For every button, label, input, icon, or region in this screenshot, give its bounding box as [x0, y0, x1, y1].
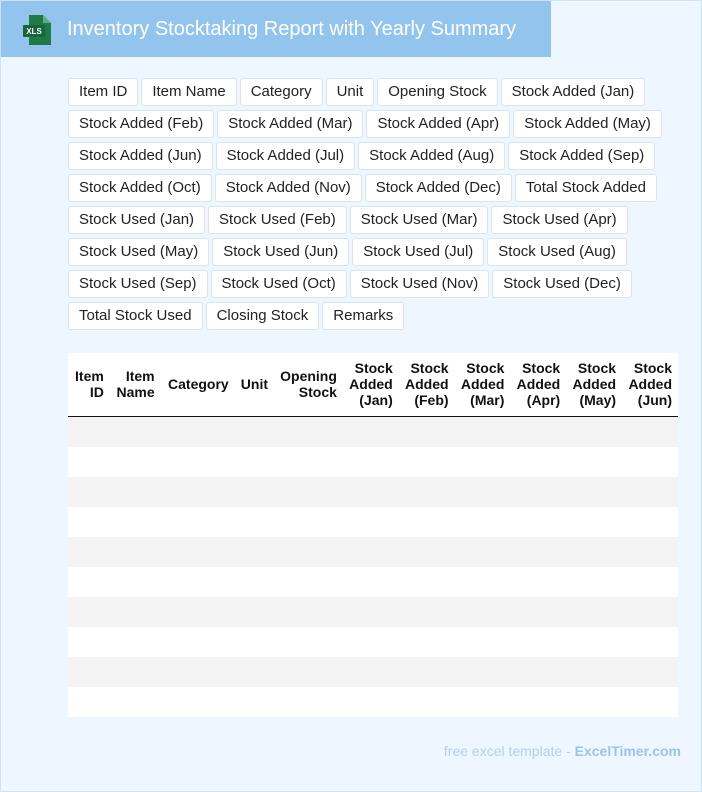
table-cell[interactable]: [235, 537, 274, 567]
table-cell[interactable]: [455, 416, 511, 447]
table-cell[interactable]: [274, 537, 343, 567]
table-cell[interactable]: [274, 597, 343, 627]
table-cell[interactable]: [399, 447, 455, 477]
column-chip[interactable]: Stock Added (Apr): [366, 110, 510, 138]
table-row: [68, 477, 678, 507]
table-row: [68, 627, 678, 657]
table-cell[interactable]: [235, 657, 274, 687]
table-cell[interactable]: [235, 567, 274, 597]
table-cell[interactable]: [161, 416, 235, 447]
table-cell[interactable]: [235, 477, 274, 507]
column-chip[interactable]: Stock Used (Mar): [350, 206, 489, 234]
column-header[interactable]: [566, 353, 622, 416]
column-header-line: (Apr): [526, 392, 561, 409]
page-title: Inventory Stocktaking Report with Yearly Summary: [67, 18, 517, 40]
table-header-row: [68, 353, 678, 416]
column-header[interactable]: [68, 353, 110, 416]
table-row: [68, 657, 678, 687]
column-header-line: (Mar): [470, 392, 505, 409]
table-cell[interactable]: [622, 537, 678, 567]
table-cell[interactable]: [566, 447, 622, 477]
column-chip[interactable]: Stock Used (Aug): [487, 238, 627, 266]
footer-brand-link[interactable]: ExcelTimer.com: [574, 743, 681, 759]
table-cell[interactable]: [161, 447, 235, 477]
table-cell[interactable]: [455, 627, 511, 657]
column-chip[interactable]: Closing Stock: [206, 302, 320, 330]
column-header-line: Unit: [240, 376, 268, 393]
table-cell[interactable]: [510, 597, 566, 627]
column-header-line: (May): [579, 392, 617, 409]
column-chip[interactable]: Total Stock Added: [515, 174, 657, 202]
table-cell[interactable]: [399, 627, 455, 657]
column-header-line: Stock: [410, 360, 449, 377]
table-cell[interactable]: [566, 537, 622, 567]
table-cell[interactable]: [622, 687, 678, 717]
table-cell[interactable]: [622, 627, 678, 657]
table-cell[interactable]: [566, 477, 622, 507]
column-chip[interactable]: Stock Used (Nov): [350, 270, 490, 298]
table-cell[interactable]: [622, 567, 678, 597]
table-cell[interactable]: [622, 507, 678, 537]
column-header-line: Stock: [633, 360, 672, 377]
table-cell[interactable]: [343, 477, 399, 507]
table-cell[interactable]: [161, 567, 235, 597]
table-cell[interactable]: [343, 507, 399, 537]
column-header[interactable]: [235, 353, 274, 416]
table-cell[interactable]: [455, 477, 511, 507]
column-header[interactable]: [622, 353, 678, 416]
column-chip[interactable]: Stock Used (Feb): [208, 206, 347, 234]
table-cell[interactable]: [68, 687, 110, 717]
table-cell[interactable]: [161, 537, 235, 567]
table-cell[interactable]: [235, 597, 274, 627]
table-cell[interactable]: [510, 567, 566, 597]
table-cell[interactable]: [566, 416, 622, 447]
column-chip-list: [68, 78, 668, 330]
table-row: [68, 416, 678, 447]
table-cell[interactable]: [68, 567, 110, 597]
inventory-table: [68, 353, 678, 717]
column-chip[interactable]: Stock Used (Jul): [352, 238, 484, 266]
column-chip[interactable]: Stock Added (Jan): [501, 78, 646, 106]
column-header-line: Stock: [522, 360, 561, 377]
table-cell[interactable]: [399, 416, 455, 447]
column-header-line: Name: [116, 384, 155, 401]
column-chip[interactable]: Stock Used (May): [68, 238, 209, 266]
column-chip[interactable]: Stock Used (Sep): [68, 270, 208, 298]
column-chip[interactable]: Stock Added (Mar): [217, 110, 363, 138]
table-cell[interactable]: [110, 657, 161, 687]
column-header-line: (Feb): [414, 392, 449, 409]
column-chip[interactable]: Stock Added (Jun): [68, 142, 213, 170]
table-cell[interactable]: [399, 537, 455, 567]
table-row: [68, 597, 678, 627]
table-cell[interactable]: [566, 687, 622, 717]
column-chip[interactable]: Stock Used (Dec): [492, 270, 632, 298]
excel-file-icon: [23, 15, 51, 45]
table-cell[interactable]: [399, 657, 455, 687]
table-cell[interactable]: [274, 477, 343, 507]
table-cell[interactable]: [343, 627, 399, 657]
table-cell[interactable]: [566, 507, 622, 537]
column-header-line: Opening: [280, 368, 337, 385]
column-header-line: (Jan): [359, 392, 393, 409]
table-cell[interactable]: [510, 477, 566, 507]
table-cell[interactable]: [274, 657, 343, 687]
column-header[interactable]: [161, 353, 235, 416]
footer-credit: [444, 743, 681, 759]
table-cell[interactable]: [566, 597, 622, 627]
column-header[interactable]: [110, 353, 161, 416]
table-cell[interactable]: [110, 447, 161, 477]
table-cell[interactable]: [68, 657, 110, 687]
column-header-line: Added: [460, 376, 505, 393]
column-header-line: Category: [168, 376, 229, 393]
table-cell[interactable]: [110, 507, 161, 537]
table-cell[interactable]: [68, 447, 110, 477]
column-header-line: Stock: [577, 360, 617, 377]
table-cell[interactable]: [235, 627, 274, 657]
column-chip[interactable]: Stock Used (Oct): [211, 270, 347, 298]
table-cell[interactable]: [274, 416, 343, 447]
table-cell[interactable]: [110, 597, 161, 627]
column-header-line: Added: [628, 376, 672, 393]
column-chip[interactable]: Unit: [326, 78, 375, 106]
table-cell[interactable]: [343, 567, 399, 597]
table-cell[interactable]: [399, 597, 455, 627]
table-cell[interactable]: [110, 627, 161, 657]
table-cell[interactable]: [68, 416, 110, 447]
column-header-line: Added: [405, 376, 449, 393]
table-cell[interactable]: [566, 627, 622, 657]
table-cell[interactable]: [161, 507, 235, 537]
column-chip[interactable]: Stock Added (Aug): [358, 142, 505, 170]
table-cell[interactable]: [68, 507, 110, 537]
table-cell[interactable]: [622, 657, 678, 687]
table-row: [68, 507, 678, 537]
column-chip[interactable]: Stock Added (Nov): [215, 174, 362, 202]
table-cell[interactable]: [235, 507, 274, 537]
column-header-line: Added: [349, 376, 393, 393]
table-cell[interactable]: [510, 537, 566, 567]
table-cell[interactable]: [455, 447, 511, 477]
column-chip[interactable]: Item ID: [68, 78, 138, 106]
table-cell[interactable]: [110, 537, 161, 567]
table-cell[interactable]: [68, 597, 110, 627]
header-banner: [1, 1, 551, 57]
table-cell[interactable]: [399, 567, 455, 597]
excel-file-icon-label: XLS: [26, 27, 42, 36]
column-header-line: Item: [125, 368, 155, 385]
table-cell[interactable]: [510, 416, 566, 447]
table-cell[interactable]: [235, 687, 274, 717]
column-chip[interactable]: Total Stock Used: [68, 302, 203, 330]
column-chip[interactable]: Stock Added (May): [513, 110, 662, 138]
column-chip[interactable]: Category: [240, 78, 323, 106]
column-header[interactable]: [510, 353, 566, 416]
table-cell[interactable]: [274, 507, 343, 537]
table-cell[interactable]: [161, 477, 235, 507]
table-cell[interactable]: [566, 657, 622, 687]
table-cell[interactable]: [161, 657, 235, 687]
table-row: [68, 567, 678, 597]
column-header-line: Added: [572, 376, 617, 393]
table-cell[interactable]: [110, 687, 161, 717]
table-cell[interactable]: [235, 447, 274, 477]
table-cell[interactable]: [274, 627, 343, 657]
table-cell[interactable]: [343, 416, 399, 447]
column-header-line: (Jun): [637, 392, 672, 409]
table-cell[interactable]: [622, 477, 678, 507]
column-header[interactable]: [455, 353, 511, 416]
column-chip[interactable]: Stock Added (Jul): [216, 142, 356, 170]
column-header-line: Stock: [466, 360, 505, 377]
table-cell[interactable]: [235, 416, 274, 447]
table-cell[interactable]: [110, 567, 161, 597]
table-cell[interactable]: [622, 416, 678, 447]
table-cell[interactable]: [510, 507, 566, 537]
table-cell[interactable]: [455, 687, 511, 717]
table-cell[interactable]: [110, 416, 161, 447]
table-cell[interactable]: [510, 687, 566, 717]
column-chip[interactable]: Remarks: [322, 302, 404, 330]
column-header-line: ID: [89, 384, 104, 401]
table-cell[interactable]: [455, 507, 511, 537]
column-header-line: Stock: [354, 360, 393, 377]
table-cell[interactable]: [399, 687, 455, 717]
table-cell[interactable]: [343, 597, 399, 627]
table-cell[interactable]: [566, 567, 622, 597]
table-cell[interactable]: [68, 537, 110, 567]
column-chip[interactable]: Stock Used (Apr): [491, 206, 627, 234]
table-cell[interactable]: [274, 447, 343, 477]
table-row: [68, 447, 678, 477]
column-chip[interactable]: Stock Used (Jun): [212, 238, 349, 266]
table-cell[interactable]: [68, 627, 110, 657]
table-cell[interactable]: [343, 447, 399, 477]
column-header[interactable]: [274, 353, 343, 416]
table-cell[interactable]: [510, 447, 566, 477]
column-header-line: Item: [75, 368, 104, 385]
table-cell[interactable]: [510, 627, 566, 657]
table-cell[interactable]: [455, 567, 511, 597]
table-cell[interactable]: [343, 657, 399, 687]
table-cell[interactable]: [622, 447, 678, 477]
table-cell[interactable]: [161, 687, 235, 717]
table-cell[interactable]: [455, 597, 511, 627]
column-chip[interactable]: Item Name: [141, 78, 236, 106]
table-cell[interactable]: [399, 507, 455, 537]
footer-prefix: free excel template -: [443, 743, 575, 759]
table-cell[interactable]: [343, 537, 399, 567]
table-cell[interactable]: [161, 627, 235, 657]
column-header-line: Stock: [298, 384, 337, 401]
column-chip[interactable]: Stock Added (Feb): [68, 110, 214, 138]
table-cell[interactable]: [274, 687, 343, 717]
table-cell[interactable]: [68, 477, 110, 507]
table-cell[interactable]: [510, 657, 566, 687]
table-cell[interactable]: [455, 657, 511, 687]
column-chip[interactable]: Stock Used (Jan): [68, 206, 205, 234]
table-row: [68, 687, 678, 717]
column-chip[interactable]: Stock Added (Dec): [365, 174, 512, 202]
column-header[interactable]: [399, 353, 455, 416]
table-cell[interactable]: [110, 477, 161, 507]
table-cell[interactable]: [343, 687, 399, 717]
column-header[interactable]: [343, 353, 399, 416]
column-header-line: Added: [516, 376, 561, 393]
table-cell[interactable]: [399, 477, 455, 507]
table-cell[interactable]: [622, 597, 678, 627]
table-cell[interactable]: [455, 537, 511, 567]
column-chip[interactable]: Opening Stock: [377, 78, 497, 106]
table-cell[interactable]: [274, 567, 343, 597]
table-row: [68, 537, 678, 567]
column-chip[interactable]: Stock Added (Sep): [508, 142, 655, 170]
table-cell[interactable]: [161, 597, 235, 627]
column-chip[interactable]: Stock Added (Oct): [68, 174, 212, 202]
